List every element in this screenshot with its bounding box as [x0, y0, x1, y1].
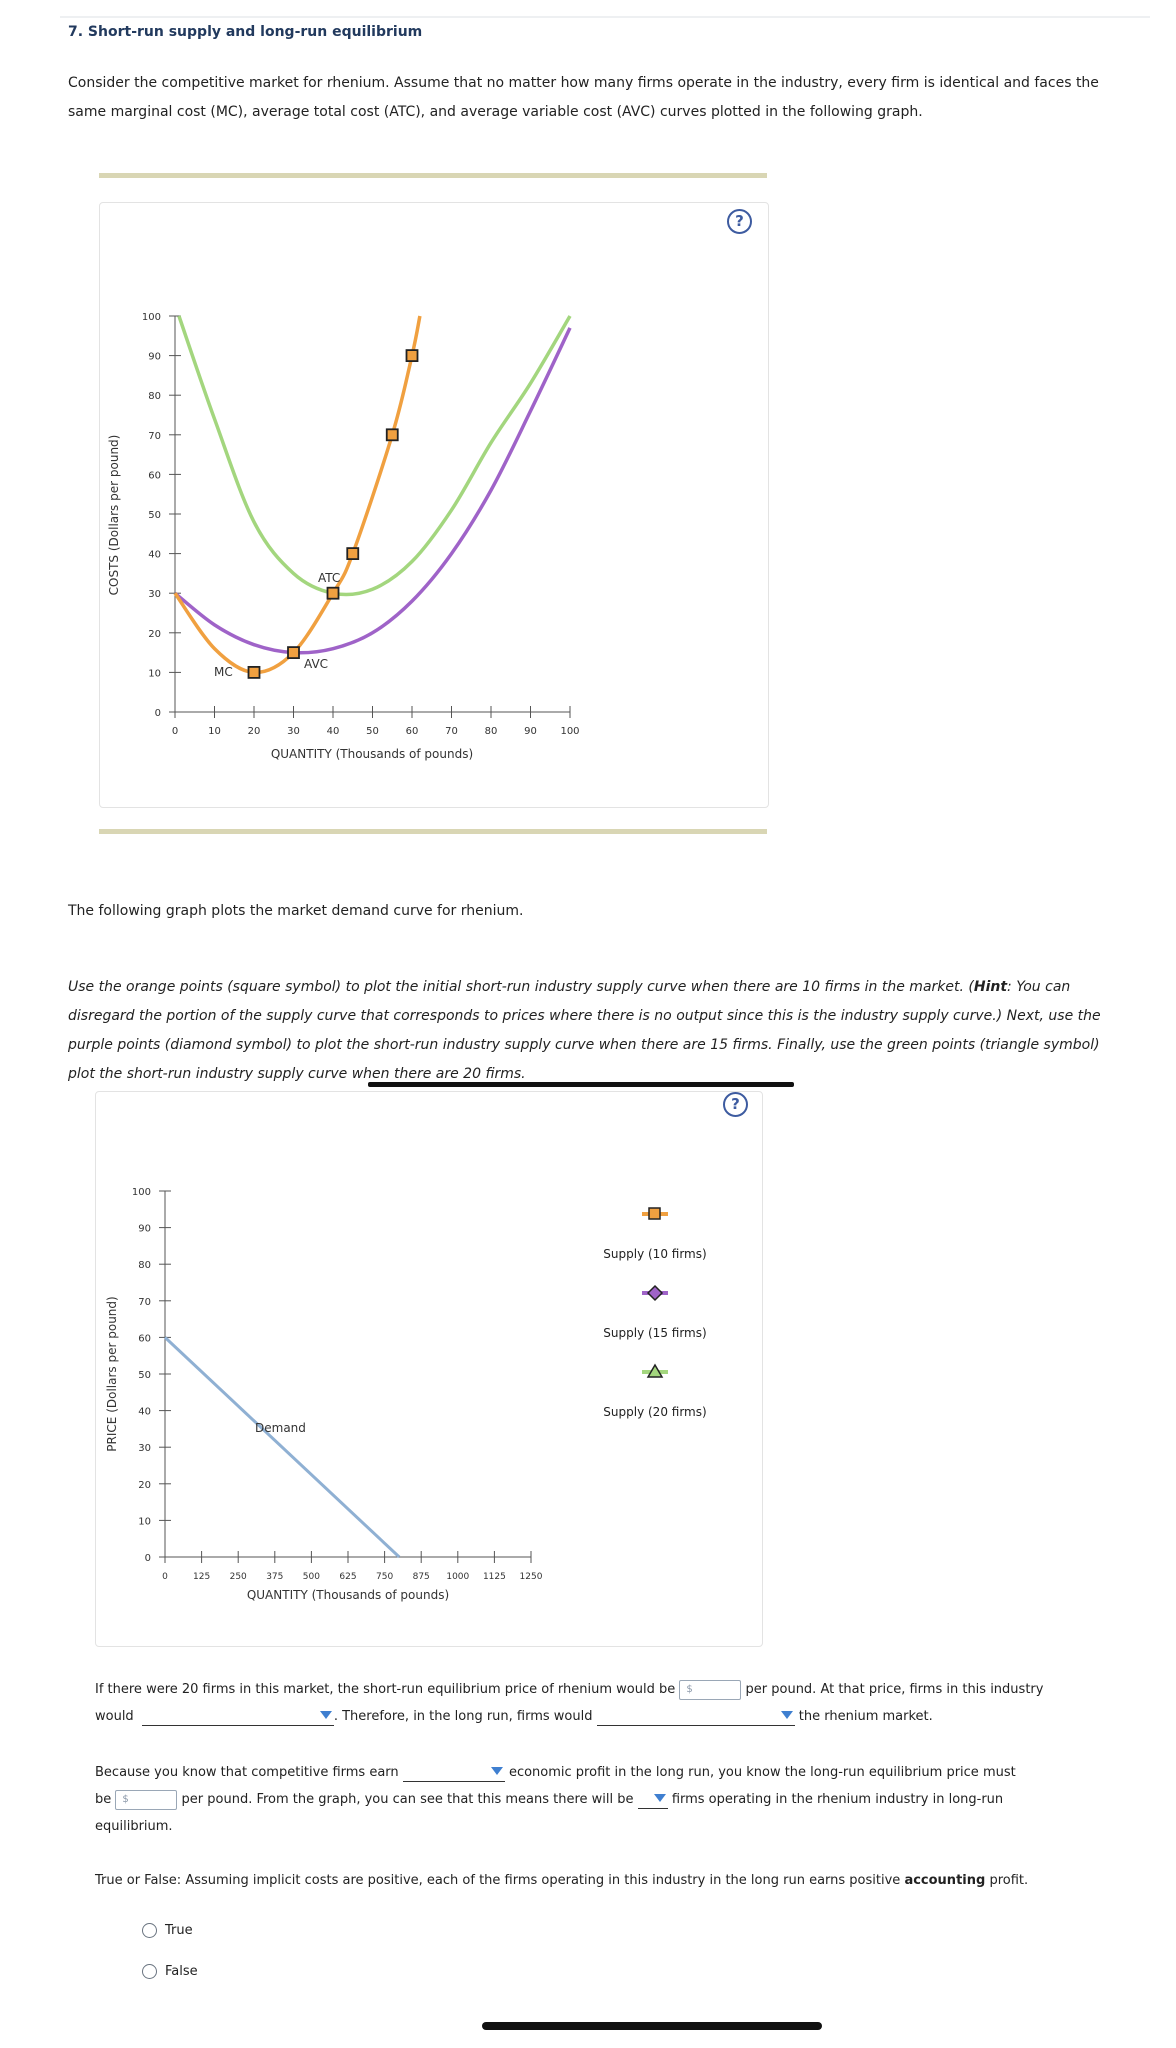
atc-label: ATC [318, 571, 341, 585]
market-x-tick-label: 1250 [519, 1572, 543, 1582]
cost-x-tick-label: 100 [560, 726, 580, 737]
atc-curve [179, 316, 570, 595]
hint-label: Hint [973, 979, 1008, 995]
mc-point [288, 647, 299, 658]
instructions-line-2: disregard the portion of the supply curve that corresponds to prices where there is no output since this is the industry supply curve.) Next, use the [68, 1008, 1101, 1024]
mc-point [407, 350, 418, 361]
mc-curve [175, 316, 420, 672]
chevron-down-icon [654, 1794, 666, 1802]
chevron-down-icon [491, 1767, 503, 1775]
market-x-tick-label: 625 [339, 1572, 357, 1582]
market-x-tick-label: 125 [193, 1572, 211, 1582]
mc-point [387, 429, 398, 440]
answer-block-2 [95, 1759, 1170, 1840]
market-y-tick-label: 50 [138, 1370, 151, 1381]
market-y-tick-label: 40 [138, 1406, 151, 1418]
answer-block [95, 1676, 1170, 1730]
help-button-market[interactable]: ? [723, 1092, 748, 1117]
cost-x-tick-label: 0 [171, 726, 179, 737]
legend-label-supply-20: Supply (20 firms) [603, 1405, 707, 1419]
option-true[interactable]: True [142, 1920, 193, 1939]
market-x-tick-label: 0 [162, 1572, 168, 1582]
option-false[interactable]: False [142, 1961, 198, 1980]
question-intro [68, 69, 1158, 127]
market-y-tick-label: 30 [138, 1443, 151, 1455]
entry-exit-dropdown[interactable] [597, 1707, 795, 1726]
graph-bottom-rule [99, 829, 767, 834]
mc-point [347, 548, 358, 559]
cost-x-tick-label: 10 [208, 726, 221, 737]
cost-y-label: COSTS (Dollars per pound) [107, 434, 121, 596]
market-y-tick-label: 100 [131, 1187, 151, 1198]
cost-x-tick-label: 50 [366, 726, 379, 737]
market-y-tick-label: 70 [138, 1296, 151, 1308]
radio-false[interactable] [142, 1964, 157, 1979]
home-indicator [482, 2022, 822, 2030]
market-chart [95, 1091, 761, 1645]
lr-price-input[interactable]: $ [115, 1790, 177, 1810]
cost-y-tick-label: 50 [148, 510, 161, 521]
market-x-tick-label: 1000 [446, 1572, 470, 1582]
answer-line-4: be $ per pound. From the graph, you can see that this means there will be firms operating in the rhenium industry in long-run [95, 1786, 1170, 1813]
square-marker-icon[interactable] [649, 1208, 660, 1219]
avc-label: AVC [304, 657, 329, 671]
mc-point [328, 588, 339, 599]
instructions-line-1: Use the orange points (square symbol) to plot the initial short-run industry supply curve when there are 10 firms in the market. (Hint: You can [68, 979, 1071, 995]
cost-y-tick-label: 70 [148, 430, 161, 442]
avc-curve [175, 328, 570, 653]
market-x-label: QUANTITY (Thousands of pounds) [246, 1588, 450, 1602]
demand-intro: The following graph plots the market demand curve for rhenium. [68, 903, 524, 919]
market-x-tick-label: 250 [229, 1572, 247, 1582]
market-x-tick-label: 750 [376, 1572, 394, 1582]
market-y-tick-label: 20 [138, 1479, 151, 1491]
cost-y-tick-label: 10 [148, 668, 161, 680]
sr-price-input[interactable]: $ [679, 1680, 741, 1700]
true-false-prompt: True or False: Assuming implicit costs are positive, each of the firms operating in this industry in the long run earns positive accounting profit. [95, 1873, 1029, 1888]
cost-y-tick-label: 40 [148, 549, 161, 561]
cost-curves-chart [99, 202, 767, 806]
cost-x-tick-label: 80 [484, 726, 498, 737]
chevron-down-icon [320, 1711, 332, 1719]
cost-y-tick-label: 60 [148, 470, 161, 482]
market-y-tick-label: 0 [144, 1553, 151, 1564]
cost-x-tick-label: 20 [247, 726, 261, 737]
market-x-tick-label: 375 [266, 1572, 284, 1582]
market-x-tick-label: 500 [302, 1572, 320, 1582]
answer-line-3: Because you know that competitive firms earn economic profit in the long run, you know the long-run equilibrium price must [95, 1765, 1016, 1780]
scroll-indicator-top [368, 1082, 794, 1087]
firm-count-dropdown[interactable] [638, 1790, 668, 1809]
legend-label-supply-10: Supply (10 firms) [603, 1247, 707, 1261]
answer-line-5: equilibrium. [95, 1819, 173, 1834]
instructions [68, 973, 1168, 1089]
legend-supply-15[interactable] [603, 1286, 706, 1340]
cost-y-tick-label: 30 [148, 589, 161, 601]
mc-point [249, 667, 260, 678]
radio-true[interactable] [142, 1923, 157, 1938]
market-x-tick-label: 875 [412, 1572, 430, 1582]
cost-y-tick-label: 100 [141, 312, 161, 323]
lr-profit-dropdown[interactable] [403, 1763, 505, 1782]
cost-x-tick-label: 90 [524, 726, 537, 737]
instructions-line-3: purple points (diamond symbol) to plot the short-run industry supply curve when there are 15 firms. Finally, use the green points (triangle symbol) [68, 1037, 1100, 1053]
profit-status-dropdown[interactable] [142, 1707, 334, 1726]
cost-y-tick-label: 80 [148, 391, 161, 403]
cost-y-tick-label: 20 [148, 628, 161, 640]
intro-line-2: same marginal cost (MC), average total cost (ATC), and average variable cost (AVC) curves plotted in the following graph. [68, 104, 923, 120]
cost-x-tick-label: 60 [405, 726, 419, 737]
legend-supply-10[interactable] [603, 1208, 706, 1261]
demand-curve [165, 1337, 399, 1557]
market-y-tick-label: 10 [138, 1516, 151, 1528]
demand-label: Demand [255, 1421, 306, 1435]
diamond-marker-icon[interactable] [648, 1286, 662, 1300]
market-y-tick-label: 80 [138, 1260, 151, 1272]
cost-y-tick-label: 90 [148, 351, 161, 363]
answer-line-1: If there were 20 firms in this market, the short-run equilibrium price of rhenium would be $ per pound. At that price, firms in this industry [95, 1676, 1170, 1703]
answer-line-2: would . Therefore, in the long run, firms would the rhenium market. [95, 1709, 933, 1724]
mc-label: MC [214, 665, 233, 679]
cost-x-tick-label: 40 [326, 726, 340, 737]
cost-x-label: QUANTITY (Thousands of pounds) [270, 747, 474, 761]
top-divider [60, 16, 1150, 18]
cost-y-tick-label: 0 [154, 708, 161, 719]
legend-supply-20[interactable] [603, 1365, 706, 1419]
cost-x-tick-label: 70 [445, 726, 458, 737]
legend-label-supply-15: Supply (15 firms) [603, 1326, 707, 1340]
help-button[interactable]: ? [727, 209, 752, 234]
graph-top-rule [99, 173, 767, 178]
question-title: 7. Short-run supply and long-run equilibrium [68, 24, 423, 40]
chevron-down-icon [781, 1711, 793, 1719]
instructions-line-4: plot the short-run industry supply curve when there are 20 firms. [68, 1066, 526, 1082]
market-x-tick-label: 1125 [482, 1572, 506, 1582]
intro-line-1: Consider the competitive market for rhenium. Assume that no matter how many firms operate in the industry, every firm is identical and faces the [68, 75, 1099, 91]
market-y-tick-label: 90 [138, 1223, 151, 1235]
market-y-label: PRICE (Dollars per pound) [105, 1296, 119, 1452]
market-y-tick-label: 60 [138, 1333, 151, 1345]
cost-x-tick-label: 30 [287, 726, 300, 737]
